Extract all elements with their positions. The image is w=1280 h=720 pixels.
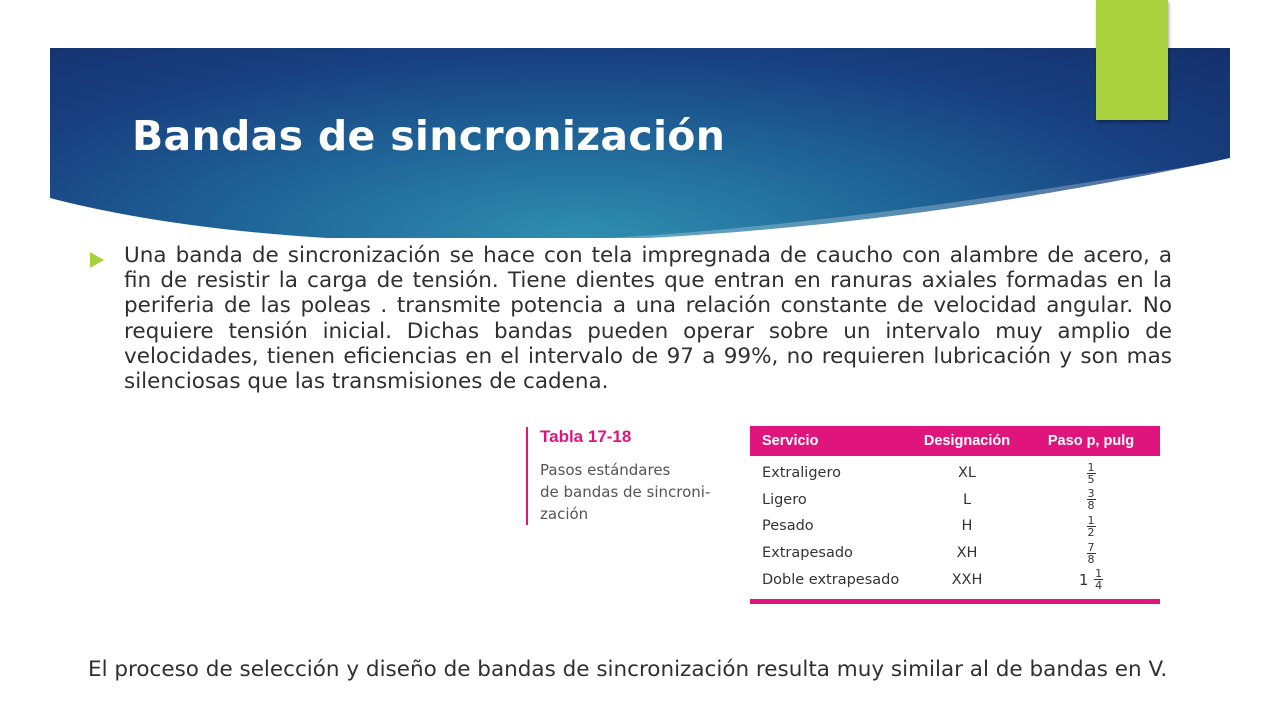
cell-service: Extrapesado bbox=[762, 545, 853, 562]
fraction-denominator: 5 bbox=[1087, 472, 1095, 486]
caption-line-3: zación bbox=[540, 505, 589, 523]
fraction-denominator: 4 bbox=[1095, 579, 1103, 593]
table-body bbox=[750, 456, 1160, 599]
table-caption-title: Tabla 17-18 bbox=[540, 427, 632, 446]
cell-pitch bbox=[1022, 515, 1160, 538]
slide-title: Bandas de sincronización bbox=[132, 112, 726, 160]
caption-line-2: de bandas de sincroni- bbox=[540, 483, 711, 501]
cell-service: Pesado bbox=[762, 518, 814, 535]
cell-pitch bbox=[1022, 542, 1160, 565]
banner-wave-light bbox=[610, 160, 1230, 238]
pitch-fraction bbox=[1087, 488, 1096, 511]
header-pitch: Paso p, pulg bbox=[1047, 433, 1135, 449]
fraction-numerator: 3 bbox=[1087, 487, 1095, 501]
pitch-table bbox=[750, 426, 1160, 604]
cell-service: Doble extrapesado bbox=[762, 571, 900, 588]
cell-pitch bbox=[1022, 462, 1160, 485]
fraction-denominator: 8 bbox=[1087, 552, 1095, 566]
table-row bbox=[750, 540, 1160, 567]
cell-pitch bbox=[1022, 488, 1160, 511]
fraction-numerator: 7 bbox=[1087, 540, 1095, 554]
table-row bbox=[750, 487, 1160, 514]
pitch-fraction bbox=[1087, 542, 1096, 565]
cell-designation: L bbox=[962, 491, 972, 508]
cell-designation: XH bbox=[956, 545, 978, 562]
pitch-fraction bbox=[1094, 568, 1103, 591]
cell-service: Extraligero bbox=[762, 465, 841, 482]
header-service: Servicio bbox=[762, 433, 819, 449]
bullet-text: Una banda de sincronización se hace con tela impregnada de caucho con alambre de acero, a fin de resistir la carga de tensión. Tiene dientes que entran en ranuras axiales formadas en la periferia de las poleas . transmite potencia a una relación constante de velocidad angular. No requiere tensión inicial. Dichas bandas pueden operar sobre un intervalo muy amplio de velocidades, tienen eficiencias en el intervalo de 97 a 99%, no requieren lubricación y son mas silenciosas que las transmisiones de cadena. bbox=[124, 243, 1172, 395]
fraction-denominator: 8 bbox=[1087, 499, 1095, 513]
table-row bbox=[750, 460, 1160, 487]
pitch-fraction bbox=[1087, 515, 1096, 538]
cell-designation: XXH bbox=[951, 571, 983, 588]
fraction-numerator: 1 bbox=[1095, 567, 1103, 581]
cell-designation: H bbox=[961, 518, 973, 535]
triangle-right-icon bbox=[90, 252, 104, 268]
table-header bbox=[750, 426, 1160, 456]
cell-service: Ligero bbox=[762, 491, 807, 508]
fraction-numerator: 1 bbox=[1087, 460, 1095, 474]
table-row bbox=[750, 513, 1160, 540]
accent-bar bbox=[1096, 0, 1168, 120]
table-row bbox=[750, 566, 1160, 593]
fraction-denominator: 2 bbox=[1087, 525, 1095, 539]
table-caption-text bbox=[540, 459, 710, 525]
footer-text: El proceso de selección y diseño de bandas de sincronización resulta muy similar al de bandas en V. bbox=[88, 657, 1168, 682]
header-designation: Designación bbox=[923, 433, 1011, 449]
pitch-fraction bbox=[1087, 462, 1096, 485]
cell-pitch bbox=[1022, 568, 1160, 591]
fraction-numerator: 1 bbox=[1087, 513, 1095, 527]
cell-designation: XL bbox=[957, 465, 976, 482]
caption-line-1: Pasos estándares bbox=[540, 461, 671, 479]
pitch-whole: 1 bbox=[1078, 570, 1089, 589]
table-caption bbox=[526, 427, 710, 525]
